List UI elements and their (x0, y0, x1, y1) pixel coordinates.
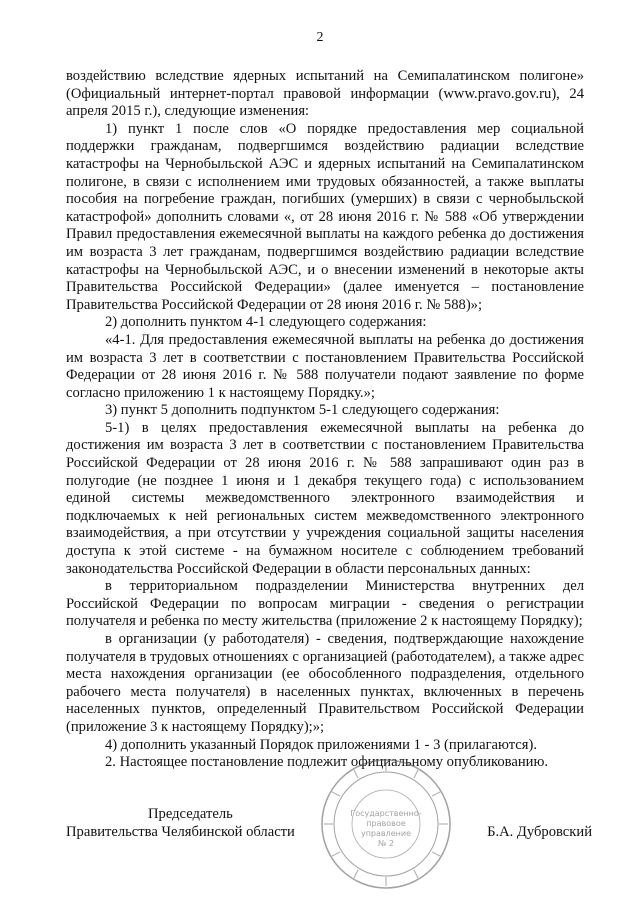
paragraph-item-3-text: 5-1) в целях предоставления ежемесячной выплаты на ребенка до достижения им возраста 3 лет в соответствии с постановлением Правительства Российской Федерации от 28 июня 2016 г. № 588 запрашивают один раз в полугодие (не позднее 1 июня и 1 декабря текущего года) с использованием единой системы межведомственного электронного взаимодействия и подключаемых к ней региональных систем межведомственного электронного взаимодействия, а при отсутствии у учреждения социальной защиты населения доступа к этой системе - на бумажном носителе с соблюдением требований законодательства Российской Федерации в области персональных данных: (66, 419, 584, 577)
paragraph-intro: воздействию вследствие ядерных испытаний на Семипалатинском полигоне» (Официальный интернет-портал правовой информации (www.pravo.gov.ru), 24 апреля 2015 г.), следующие изменения: (66, 68, 584, 120)
document-body (66, 68, 584, 772)
signature-title-line1: Председатель (148, 806, 233, 822)
page-number: 2 (316, 30, 324, 45)
official-stamp (318, 756, 454, 892)
paragraph-mvd: в территориальном подразделении Министерства внутренних дел Российской Федерации по вопросам миграции - сведения о регистрации получателя и ребенка по месту жительства (приложение 2 к настоящему Порядку); (66, 578, 584, 630)
paragraph-item-2: 2) дополнить пунктом 4-1 следующего содержания: (105, 314, 427, 331)
paragraph-item-2-text: «4-1. Для предоставления ежемесячной выплаты на ребенка до достижения им возраста 3 лет в соответствии с постановлением Правительства Российской Федерации от 28 июня 2016 г. № 588 получатели подают заявление по форме согласно приложению 1 к настоящему Порядку.»; (66, 331, 584, 401)
paragraph-item-1: 1) пункт 1 после слов «О порядке предоставления мер социальной поддержки гражданам, подвергшимся воздействию радиации вследствие катастрофы на Чернобыльской АЭС и ядерных испытаний на Семипалатинском полигоне, в связи с исполнением ими трудовых обязанностей, а также выплаты пособия на погребение граждан, погибших (умерших) в связи с чернобыльской катастрофой» дополнить словами «, от 28 июня 2016 г. № 588 «Об утверждении Правил предоставления ежемесячной выплаты на каждого ребенка до достижения им возраста 3 лет гражданам, подвергшимся воздействию радиации вследствие катастрофы на Чернобыльской АЭС, и о внесении изменений в некоторые акты Правительства Российской Федерации» (далее именуется – постановление Правительства Российской Федерации от 28 июня 2016 г. № 588)»; (66, 120, 584, 313)
stamp-inner-line4: № 2 (378, 839, 394, 848)
paragraph-publication: 2. Настоящее постановление подлежит официальному опубликованию. (105, 754, 549, 771)
paragraph-item-3: 3) пункт 5 дополнить подпунктом 5-1 следующего содержания: (105, 402, 500, 419)
stamp-inner-line3: управление (360, 829, 412, 838)
stamp-inner-line1: Государственно- (350, 809, 422, 818)
stamp-inner-line2: правовое (366, 819, 406, 828)
paragraph-item-4: 4) дополнить указанный Порядок приложениями 1 - 3 (прилагаются). (105, 736, 537, 753)
signature-title-line2: Правительства Челябинской области (66, 823, 295, 840)
signature-name: Б.А. Дубровский (487, 823, 592, 840)
paragraph-employer: в организации (у работодателя) - сведения, подтверждающие нахождение получателя в трудовых отношениях с организацией (работодателем), а также адрес места нахождения организации (ее обособленного подразделения, отдельного рабочего места получателя) в населенных пунктах, включенных в перечень населенных пунктов, определенный Правительством Российской Федерации (приложение 3 к настоящему Порядку);»; (66, 631, 584, 735)
